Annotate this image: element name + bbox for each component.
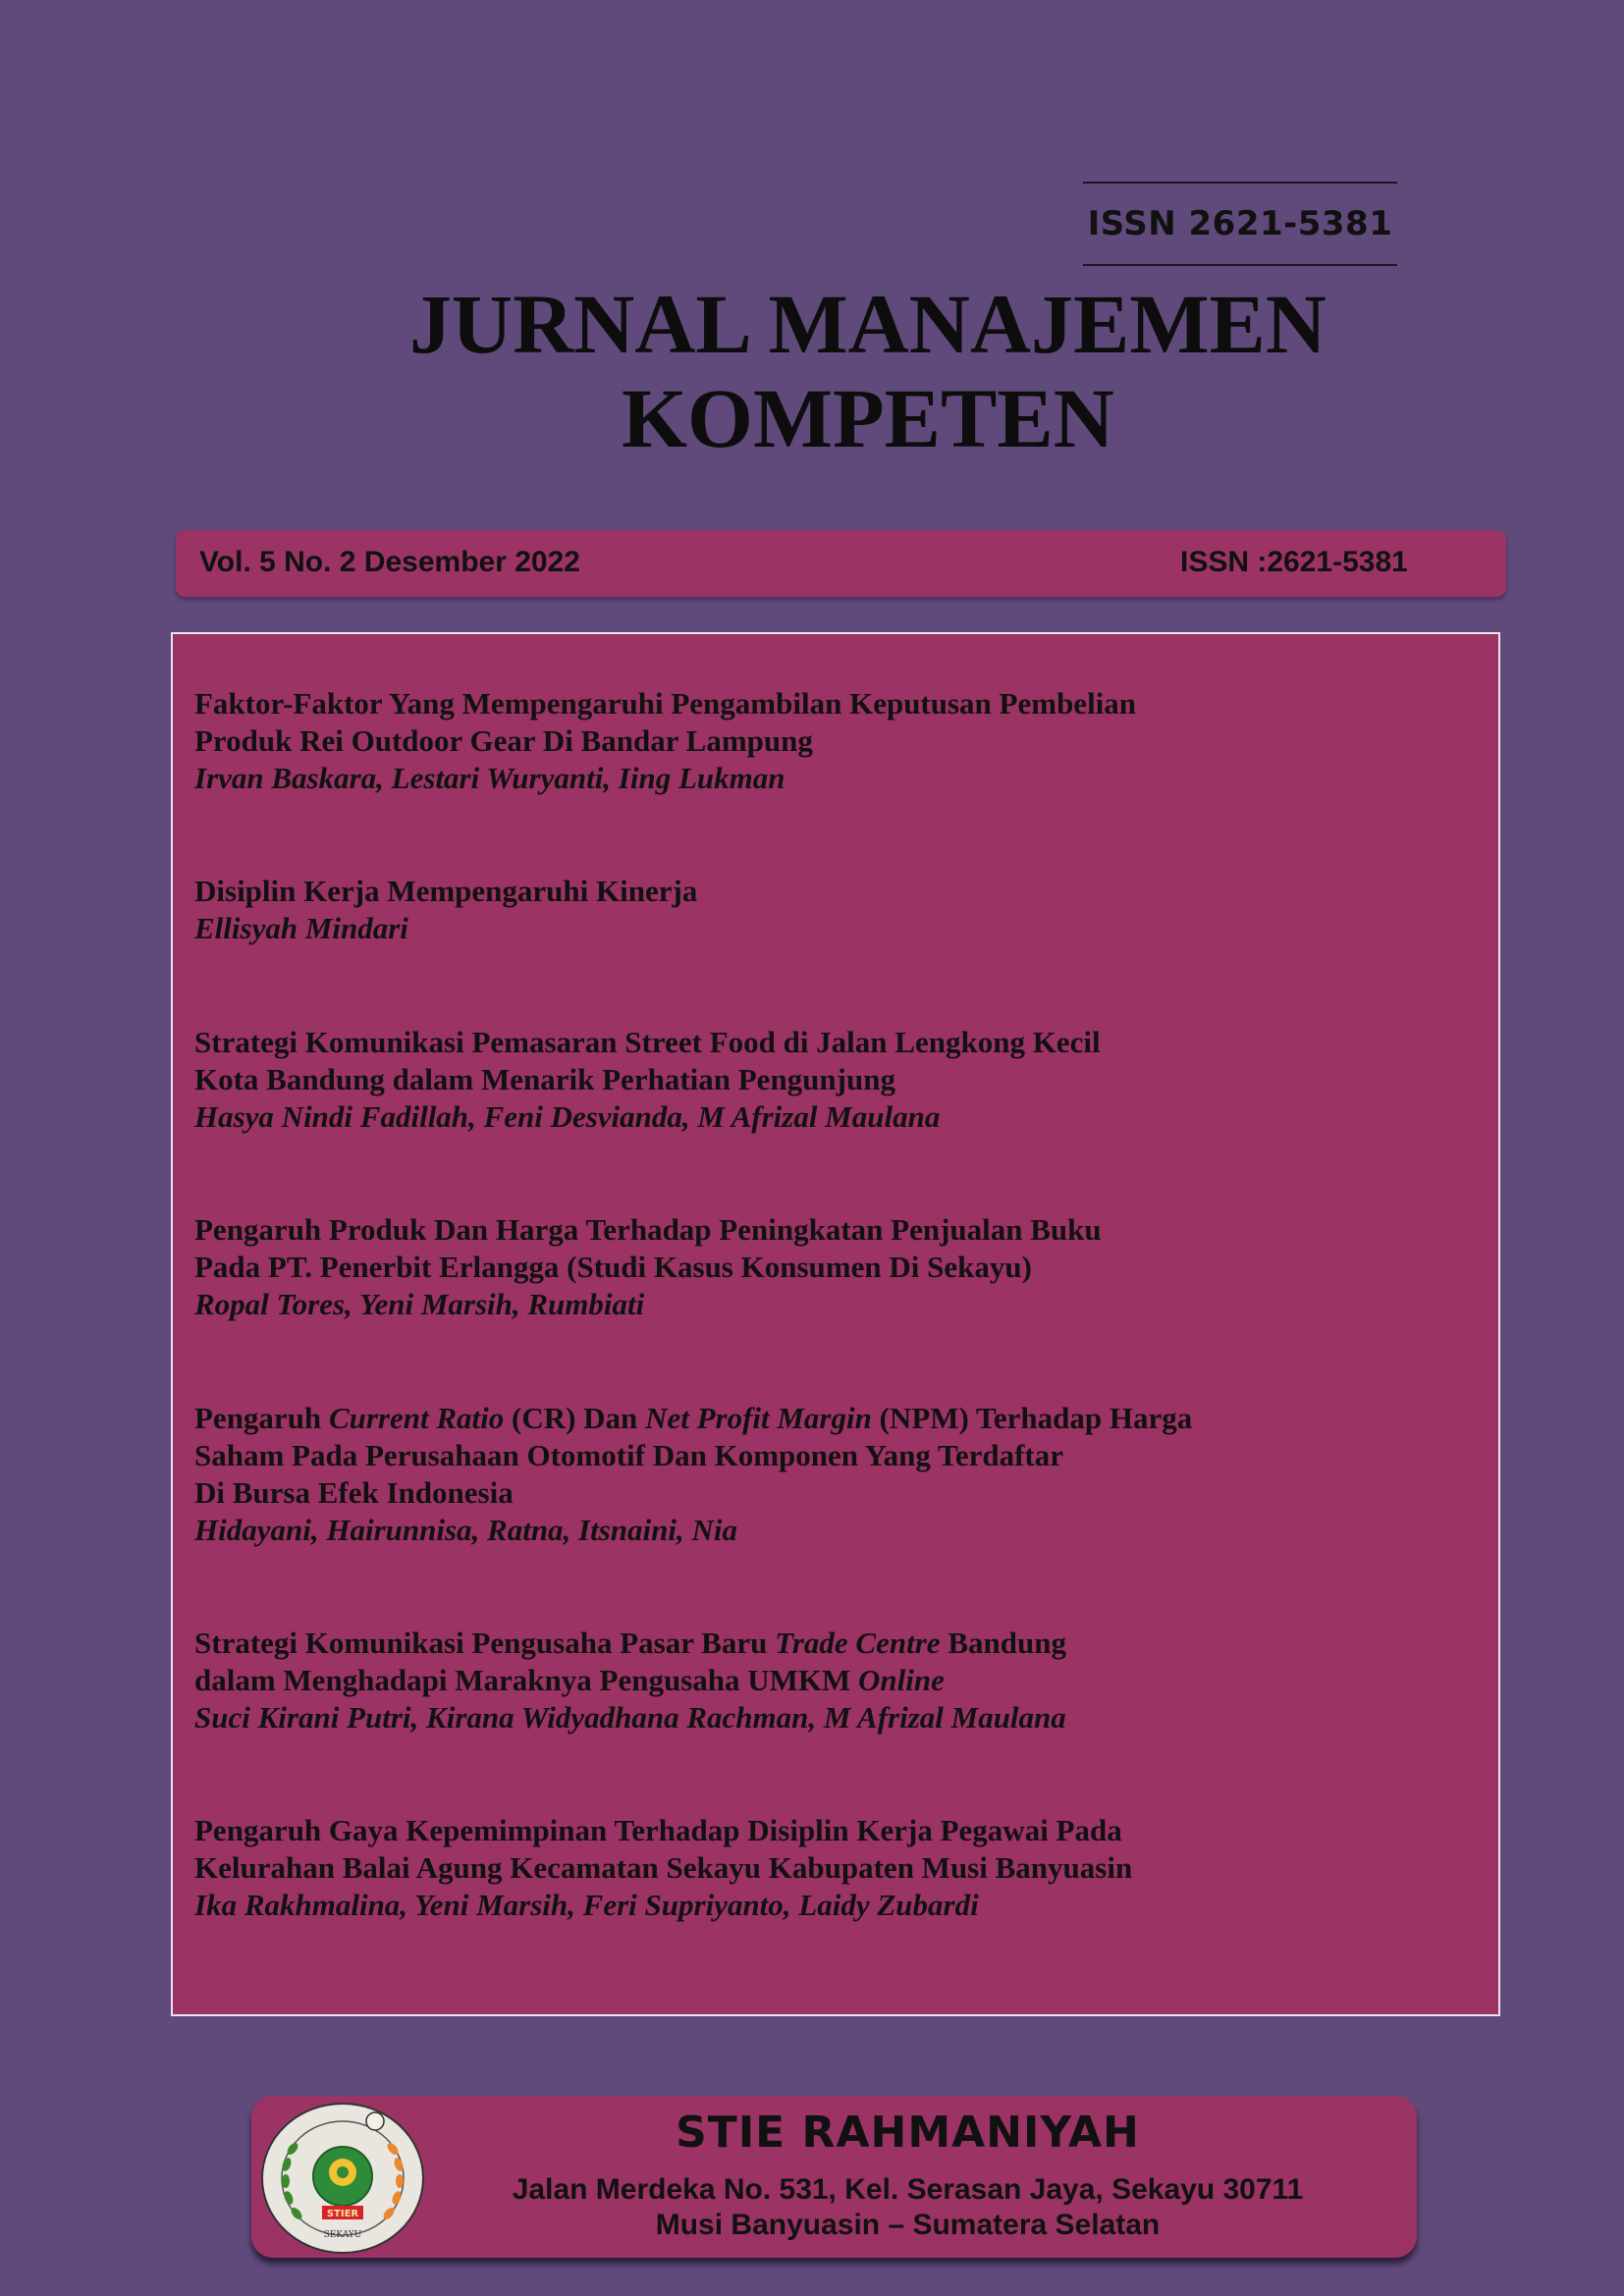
volume-label: Vol. 5 No. 2 Desember 2022	[199, 546, 580, 578]
article-4	[194, 1211, 1102, 1323]
institution-name: STIE RAHMANIYAH	[676, 2108, 1140, 2158]
article-title-line: Pengaruh Produk Dan Harga Terhadap Peningkatan Penjualan Buku	[194, 1212, 1102, 1247]
institution-address	[251, 2172, 1417, 2243]
article-title-line: Disiplin Kerja Mempengaruhi Kinerja	[194, 874, 698, 908]
article-authors: Ika Rakhmalina, Yeni Marsih, Feri Supriyanto, Laidy Zubardi	[194, 1888, 979, 1922]
address-line-1: Jalan Merdeka No. 531, Kel. Serasan Jaya, Sekayu 30711	[512, 2173, 1304, 2206]
article-authors: Irvan Baskara, Lestari Wuryanti, Iing Lukman	[194, 761, 785, 795]
article-title-line: Strategi Komunikasi Pengusaha Pasar Baru Trade Centre Bandung	[194, 1626, 1066, 1660]
article-7	[194, 1812, 1132, 1924]
article-authors: Hidayani, Hairunnisa, Ratna, Itsnaini, Nia	[194, 1513, 738, 1547]
article-title-line: dalam Menghadapi Maraknya Pengusaha UMKM Online	[194, 1663, 945, 1697]
article-title-line: Pengaruh Current Ratio (CR) Dan Net Profit Margin (NPM) Terhadap Harga	[194, 1401, 1193, 1435]
article-title-line: Di Bursa Efek Indonesia	[194, 1475, 514, 1510]
article-6	[194, 1625, 1066, 1736]
article-title-line: Pada PT. Penerbit Erlangga (Studi Kasus Konsumen Di Sekayu)	[194, 1250, 1032, 1284]
article-authors: Ellisyah Mindari	[194, 911, 408, 945]
article-title-line: Pengaruh Gaya Kepemimpinan Terhadap Disiplin Kerja Pegawai Pada	[194, 1813, 1122, 1847]
article-5	[194, 1400, 1192, 1549]
article-3	[194, 1024, 1101, 1136]
address-line-2: Musi Banyuasin – Sumatera Selatan	[655, 2209, 1161, 2241]
article-title-line: Strategi Komunikasi Pemasaran Street Food di Jalan Lengkong Kecil	[194, 1025, 1101, 1059]
volume-bar	[176, 530, 1506, 597]
article-authors: Suci Kirani Putri, Kirana Widyadhana Rachman, M Afrizal Maulana	[194, 1700, 1066, 1735]
article-title-line: Kota Bandung dalam Menarik Perhatian Pengunjung	[194, 1062, 895, 1096]
volume-issn: ISSN :2621-5381	[1180, 546, 1408, 578]
article-2	[194, 873, 697, 947]
article-title-line: Faktor-Faktor Yang Mempengaruhi Pengambilan Keputusan Pembelian	[194, 686, 1137, 721]
article-1	[194, 685, 1136, 797]
table-of-contents	[171, 632, 1500, 2016]
journal-title-line-1: JURNAL MANAJEMEN	[408, 277, 1327, 371]
journal-title-line-2: KOMPETEN	[622, 371, 1114, 465]
article-title-line: Saham Pada Perusahaan Otomotif Dan Komponen Yang Terdaftar	[194, 1438, 1064, 1472]
journal-title	[0, 277, 1624, 465]
logo-text: STIER	[326, 2209, 359, 2219]
article-title-line: Kelurahan Balai Agung Kecamatan Sekayu Kabupaten Musi Banyuasin	[194, 1850, 1133, 1885]
article-authors: Hasya Nindi Fadillah, Feni Desvianda, M Afrizal Maulana	[194, 1099, 941, 1134]
issn-label: ISSN 2621-5381	[1083, 182, 1397, 266]
logo-subtext: SEKAYU	[323, 2230, 362, 2240]
article-title-line: Produk Rei Outdoor Gear Di Bandar Lampung	[194, 723, 813, 758]
article-authors: Ropal Tores, Yeni Marsih, Rumbiati	[194, 1287, 645, 1321]
institution-footer	[251, 2096, 1417, 2258]
